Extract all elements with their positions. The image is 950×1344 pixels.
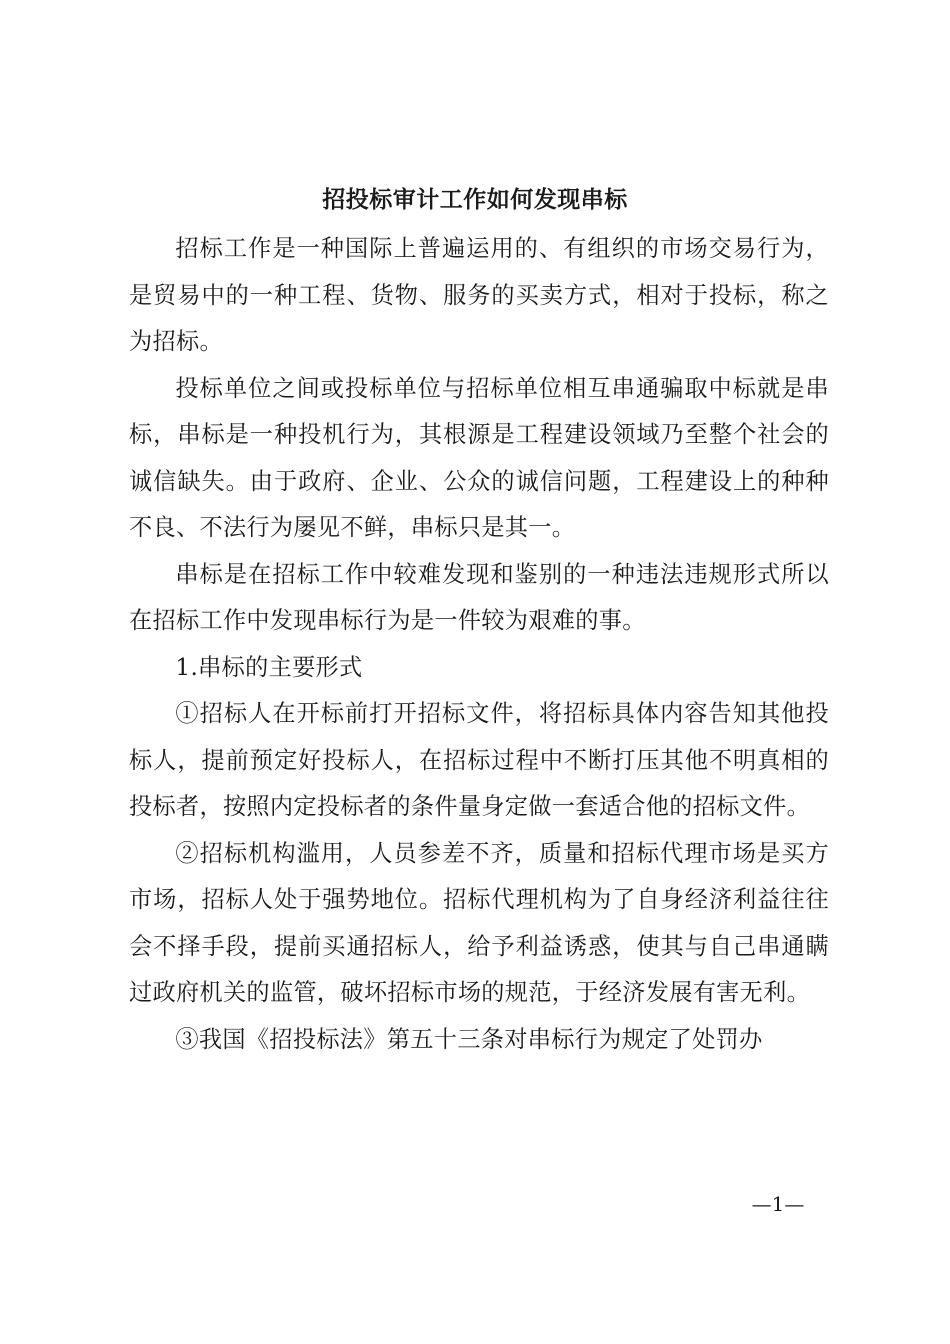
- list-item-form-3: ③我国《招投标法》第五十三条对串标行为规定了处罚办: [175, 1025, 763, 1053]
- paragraph-difficulty: 串标是在招标工作中较难发现和鉴别的一种违法违规形式所以在招标工作中发现串标行为是一件较为艰难的事。: [129, 560, 829, 634]
- document-title: 招投标审计工作如何发现串标: [322, 186, 628, 213]
- list-item-form-2: ②招标机构滥用，人员参差不齐，质量和招标代理市场是买方市场，招标人处于强势地位。招标代理机构为了自身经济利益往往会不择手段，提前买通招标人，给予利益诱惑，使其与自己串通瞒过政府机关的监管，破坏招标市场的规范，于经济发展有害无利。: [129, 839, 829, 1006]
- section-heading-main-forms: 1.串标的主要形式: [175, 653, 363, 681]
- document-body: [129, 226, 829, 1063]
- paragraph-intro: 招标工作是一种国际上普遍运用的、有组织的市场交易行为，是贸易中的一种工程、货物、服务的买卖方式，相对于投标，称之为招标。: [129, 235, 829, 355]
- page-number: —1—: [751, 1192, 805, 1216]
- list-item-form-1: ①招标人在开标前打开招标文件，将招标具体内容告知其他投标人，提前预定好投标人，在招标过程中不断打压其他不明真相的投标者，按照内定投标者的条件量身定做一套适合他的招标文件。: [129, 700, 829, 820]
- paragraph-definition: 投标单位之间或投标单位与招标单位相互串通骗取中标就是串标，串标是一种投机行为，其根源是工程建设领域乃至整个社会的诚信缺失。由于政府、企业、公众的诚信问题，工程建设上的种种不良、不法行为屡见不鲜，串标只是其一。: [129, 374, 829, 541]
